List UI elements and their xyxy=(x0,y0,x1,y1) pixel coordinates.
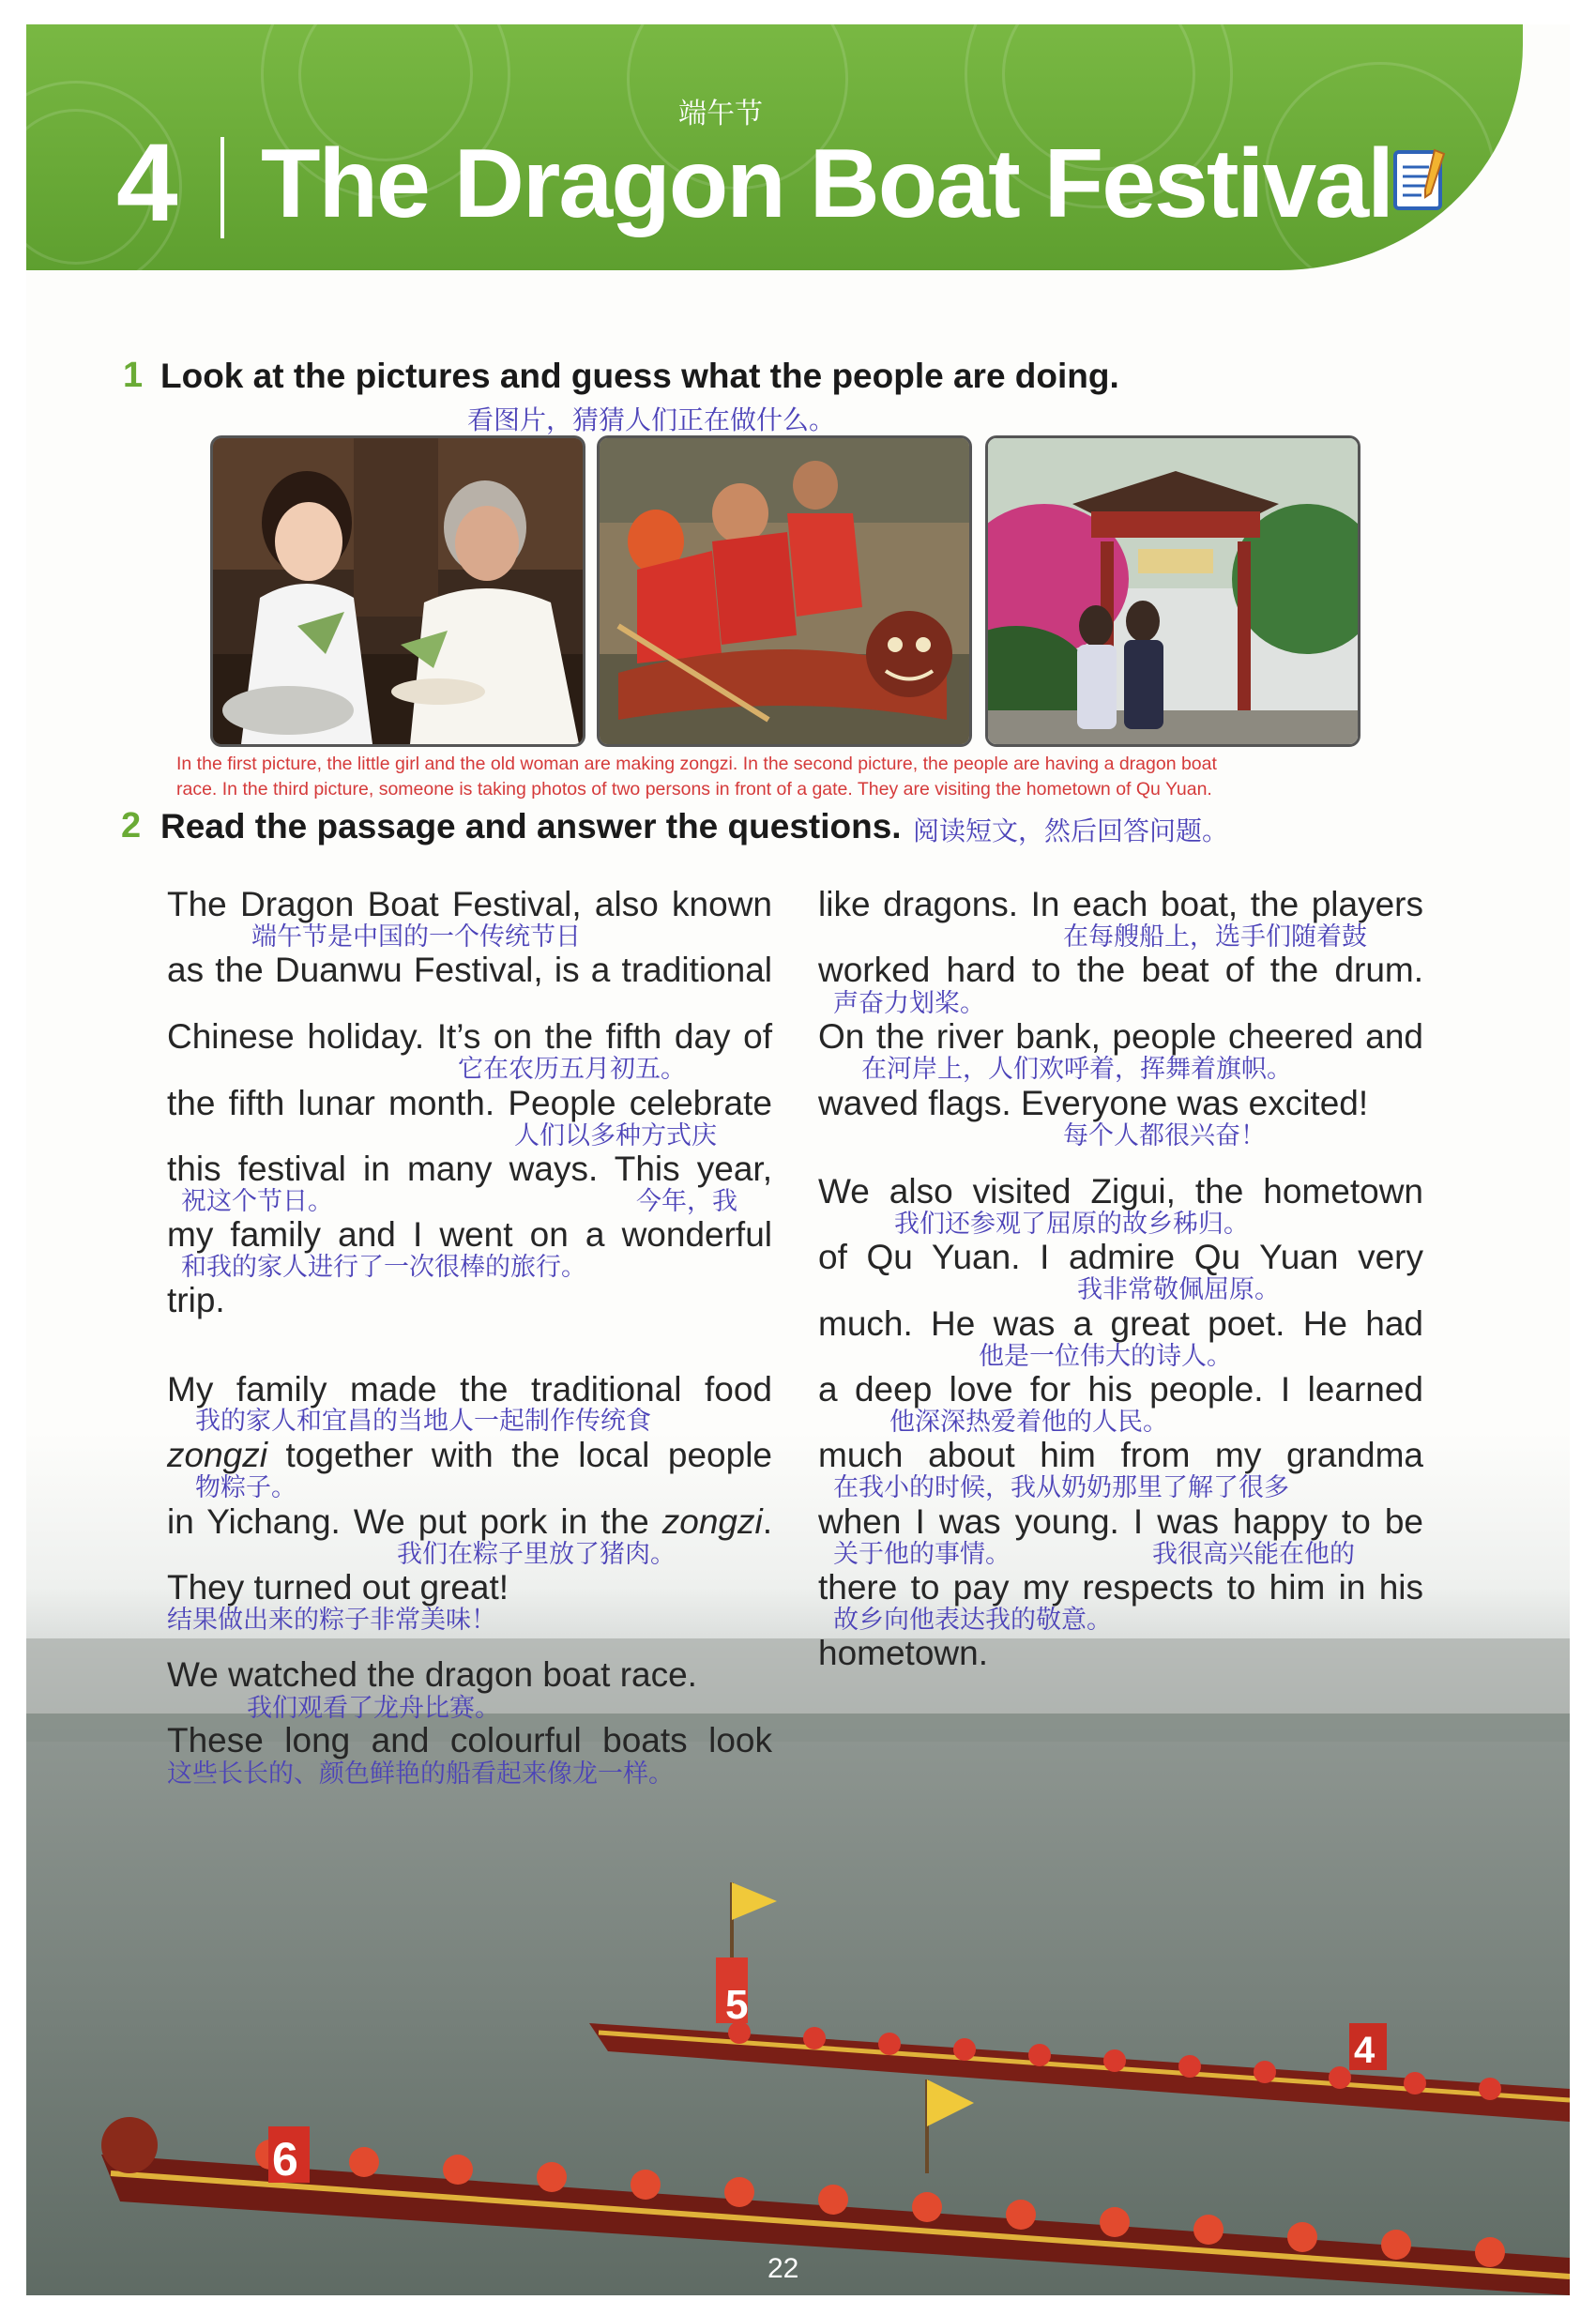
handwritten-translation: 我们观看了龙舟比赛。 xyxy=(247,1694,500,1723)
passage-line xyxy=(818,1083,1423,1124)
handwritten-translation: 我们在粽子里放了猪肉。 xyxy=(397,1540,676,1569)
unit-title-chinese: 端午节 xyxy=(678,98,763,130)
handwritten-translation: 关于他的事情。 xyxy=(833,1540,1011,1569)
question-2-instruction: Read the passage and answer the questions. xyxy=(160,807,902,845)
unit-title: The Dragon Boat Festival xyxy=(261,129,1392,238)
passage-line xyxy=(818,1237,1423,1278)
dragon-boat-rowers-photo xyxy=(597,435,972,747)
passage-text: worked hard to the beat of the drum. xyxy=(818,951,1423,989)
question-1-instruction-chinese: 看图片，猜猜人们正在做什么。 xyxy=(467,404,836,435)
passage-text: The Dragon Boat Festival, also known xyxy=(167,885,772,923)
passage-line xyxy=(167,1567,772,1608)
passage-text: the fifth lunar month. People celebrate xyxy=(167,1084,772,1122)
handwritten-translation: 他深深热爱着他的人民。 xyxy=(889,1408,1168,1437)
passage-line xyxy=(818,1435,1423,1476)
handwritten-translation: 这些长长的、颜色鲜艳的船看起来像龙一样。 xyxy=(167,1759,674,1789)
handwritten-translation: 结果做出来的粽子非常美味！ xyxy=(167,1606,496,1635)
passage-text: a deep love for his people. I learned xyxy=(818,1370,1423,1409)
passage-line xyxy=(818,1016,1423,1058)
passage-text: hometown. xyxy=(818,1634,988,1672)
passage-text: together with the local people xyxy=(266,1436,772,1474)
page-number: 22 xyxy=(768,2253,799,2284)
passage-text: My family made the traditional food xyxy=(167,1370,772,1409)
handwritten-translation: 我的家人和宜昌的当地人一起制作传统食 xyxy=(195,1407,651,1436)
answer-note xyxy=(176,752,1387,802)
handwritten-translation: 我很高兴能在他的 xyxy=(1152,1540,1355,1569)
passage-line xyxy=(818,950,1423,991)
passage-text: much. He was a great poet. He had xyxy=(818,1304,1423,1343)
passage-text: These long and colourful boats look xyxy=(167,1721,772,1759)
passage-text: in Yichang. We put pork in the xyxy=(167,1502,662,1541)
answer-note-line: In the first picture, the little girl and the old woman are making zongzi. In the second picture, the people are having a dragon boat xyxy=(176,754,1217,774)
passage-line xyxy=(818,1303,1423,1345)
passage-line xyxy=(167,1501,772,1543)
handwritten-translation: 故乡向他表达我的敬意。 xyxy=(833,1606,1112,1635)
passage-line xyxy=(818,1171,1423,1212)
handwritten-translation: 在每艘船上，选手们随着鼓 xyxy=(1063,922,1367,952)
question-number-1: 1 xyxy=(123,356,144,395)
notebook-pencil-icon xyxy=(1391,146,1450,214)
passage-text: of Qu Yuan. I admire Qu Yuan very xyxy=(818,1238,1423,1276)
passage-text: . xyxy=(762,1502,772,1541)
passage-line xyxy=(167,950,772,991)
passage-text: when I was young. I was happy to be xyxy=(818,1502,1423,1541)
passage-text: We watched the dragon boat race. xyxy=(167,1655,697,1694)
passage-line xyxy=(167,1720,772,1761)
handwritten-translation: 我们还参观了屈原的故乡秭归。 xyxy=(894,1210,1249,1239)
handwritten-translation: 他是一位伟大的诗人。 xyxy=(979,1342,1232,1371)
boat-number: 6 xyxy=(272,2133,298,2186)
passage-text: waved flags. Everyone was excited! xyxy=(818,1084,1369,1122)
handwritten-translation: 声奋力划桨。 xyxy=(833,989,985,1018)
passage-line xyxy=(167,1083,772,1124)
passage-text: like dragons. In each boat, the players xyxy=(818,885,1423,923)
passage-line xyxy=(167,884,772,925)
passage-text: We also visited Zigui, the hometown xyxy=(818,1172,1423,1211)
boat-number: 5 xyxy=(725,1982,749,2028)
boat-number: 4 xyxy=(1354,2030,1376,2071)
handwritten-translation: 祝这个节日。 xyxy=(181,1187,333,1216)
passage-text: this festival in many ways. This year, xyxy=(167,1150,772,1188)
passage-line xyxy=(167,1214,772,1256)
handwritten-translation: 端午节是中国的一个传统节日 xyxy=(251,922,581,952)
passage-italic-word: zongzi xyxy=(661,1502,763,1541)
passage-text: They turned out great! xyxy=(167,1568,509,1607)
passage-line xyxy=(818,884,1423,925)
handwritten-translation: 今年，我 xyxy=(636,1187,737,1216)
passage-text: On the river bank, people cheered and xyxy=(818,1017,1423,1056)
passage-text: my family and I went on a wonderful xyxy=(167,1215,772,1254)
handwritten-translation: 和我的家人进行了一次很棒的旅行。 xyxy=(181,1253,586,1282)
answer-note-line: race. In the third picture, someone is taking photos of two persons in front of a gate. They are visiting the hometown of Qu Yuan. xyxy=(176,779,1212,800)
passage-text: much about him from my grandma xyxy=(818,1436,1423,1474)
passage-line xyxy=(167,1280,772,1321)
handwritten-translation: 我非常敬佩屈原。 xyxy=(1077,1275,1280,1304)
passage-italic-word: zongzi xyxy=(167,1436,267,1474)
passage-line xyxy=(167,1149,772,1190)
passage-text: trip. xyxy=(167,1281,225,1319)
passage-line xyxy=(167,1435,772,1476)
title-divider xyxy=(220,137,224,238)
passage-line xyxy=(818,1369,1423,1410)
qu-yuan-gate-photo xyxy=(985,435,1360,747)
passage-text: as the Duanwu Festival, is a traditional xyxy=(167,951,772,989)
handwritten-translation: 物粽子。 xyxy=(195,1473,296,1502)
handwritten-translation: 在我小的时候，我从奶奶那里了解了很多 xyxy=(833,1473,1289,1502)
question-1-instruction: Look at the pictures and guess what the people are doing. xyxy=(160,357,1119,395)
passage-line xyxy=(818,1633,1423,1674)
handwritten-translation: 在河岸上，人们欢呼着，挥舞着旗帜。 xyxy=(861,1055,1292,1084)
passage-line xyxy=(167,1016,772,1058)
question-number-2: 2 xyxy=(121,806,142,845)
unit-header xyxy=(26,24,1523,270)
passage-line xyxy=(167,1369,772,1410)
unit-number: 4 xyxy=(116,121,178,245)
textbook-page xyxy=(26,24,1570,2295)
question-2-instruction-chinese: 阅读短文，然后回答问题。 xyxy=(913,815,1229,846)
handwritten-translation: 人们以多种方式庆 xyxy=(514,1121,717,1150)
passage-line xyxy=(818,1501,1423,1543)
passage-text: Chinese holiday. It’s on the fifth day of xyxy=(167,1017,772,1056)
passage-line xyxy=(818,1567,1423,1608)
passage-text: there to pay my respects to him in his xyxy=(818,1568,1423,1607)
passage-line xyxy=(167,1654,772,1696)
handwritten-translation: 每个人都很兴奋！ xyxy=(1063,1121,1266,1150)
handwritten-translation: 它在农历五月初五。 xyxy=(458,1055,686,1084)
girl-and-grandma-making-zongzi-photo xyxy=(210,435,585,747)
